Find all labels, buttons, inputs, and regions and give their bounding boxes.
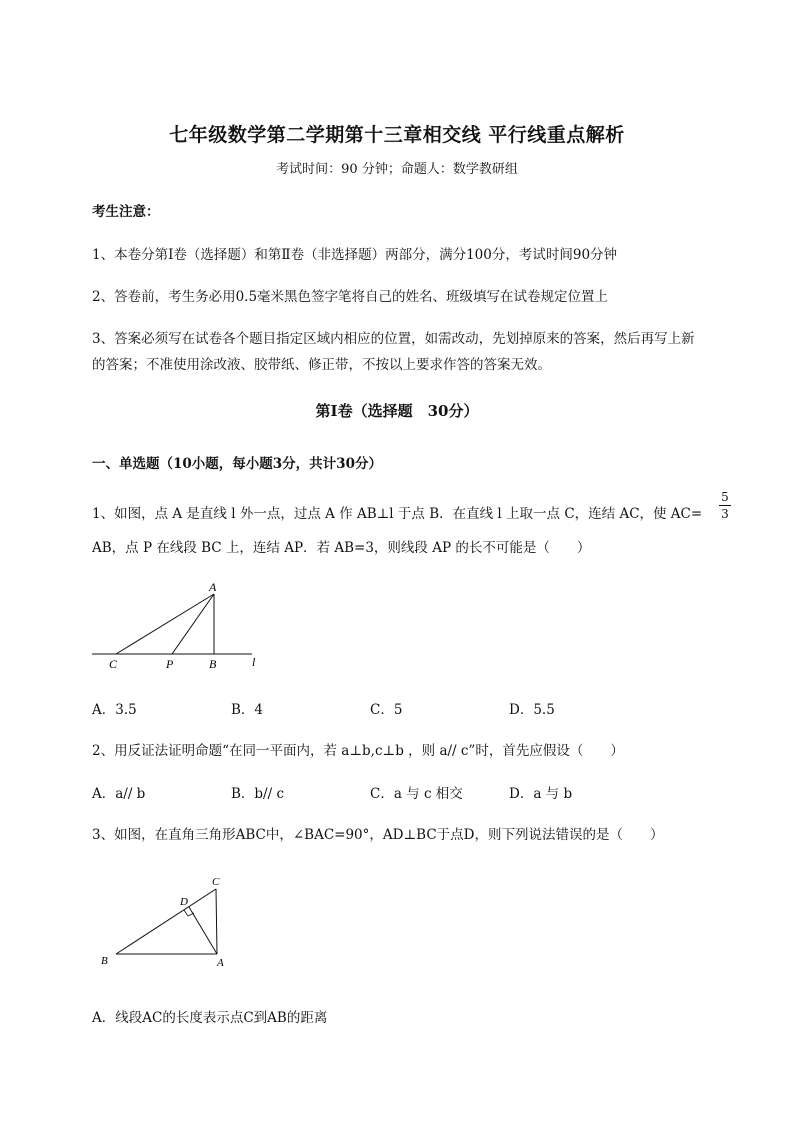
notice-item-1: 1、本卷分第I卷（选择题）和第Ⅱ卷（非选择题）两部分，满分100分，考试时间90分钟 bbox=[92, 247, 618, 263]
q3-figure bbox=[96, 872, 236, 972]
exam-info: 考试时间：90 分钟；命题人：数学教研组 bbox=[276, 162, 518, 177]
q2-text: 2、用反证法证明命题“在同一平面内，若 a⊥b,c⊥b ，则 a// c”时，首先应假设（ ） bbox=[92, 743, 624, 759]
segment-bc bbox=[116, 889, 216, 954]
q2-option-c: C．a 与 c 相交 bbox=[370, 786, 463, 802]
q1-option-d: D．5.5 bbox=[509, 702, 555, 718]
label-a: A bbox=[217, 957, 224, 969]
page-title: 七年级数学第二学期第十三章相交线 平行线重点解析 bbox=[169, 124, 625, 146]
label-b: B bbox=[101, 955, 108, 967]
segment-ad bbox=[189, 907, 217, 954]
q2-option-d: D．a 与 b bbox=[509, 786, 573, 802]
section-title: 第I卷（选择题 30分） bbox=[315, 402, 479, 420]
label-p: P bbox=[166, 657, 174, 671]
q1-frac-bar bbox=[719, 505, 731, 506]
q1-figure bbox=[90, 578, 270, 674]
segment-ac bbox=[116, 594, 214, 654]
label-d: D bbox=[180, 896, 188, 908]
label-b: B bbox=[209, 657, 217, 671]
q1-frac-numerator: 5 bbox=[721, 490, 729, 504]
label-a: A bbox=[209, 580, 217, 594]
q1-fraction bbox=[719, 490, 731, 521]
q1-line2: AB，点 P 在线段 BC 上，连结 AP．若 AB=3，则线段 AP 的长不可能是（ ） bbox=[92, 540, 591, 556]
segment-ap bbox=[172, 594, 214, 654]
part-title: 一、单选题（10小题，每小题3分，共计30分） bbox=[92, 456, 382, 472]
q3-text: 3、如图，在直角三角形ABC中，∠BAC=90°，AD⊥BC于点D，则下列说法错误的是（ ） bbox=[92, 827, 664, 843]
notice-item-3: 3、答案必须写在试卷各个题目指定区域内相应的位置，如需改动，先划掉原来的答案，然后再写上新 bbox=[92, 331, 695, 347]
label-c: C bbox=[212, 876, 220, 888]
label-c: C bbox=[109, 657, 118, 671]
q3-option-a: A．线段AC的长度表示点C到AB的距离 bbox=[92, 1010, 328, 1026]
q1-option-b: B．4 bbox=[231, 702, 264, 718]
q2-option-a: A．a// b bbox=[92, 786, 146, 802]
label-l: l bbox=[252, 655, 256, 669]
q1-option-c: C．5 bbox=[370, 702, 403, 718]
q1-line1: 1、如图，点 A 是直线 l 外一点，过点 A 作 AB⊥l 于点 B．在直线 l 上取一点 C，连结 AC，使 AC= bbox=[92, 506, 703, 522]
notice-item-2: 2、答卷前，考生务必用0.5毫米黑色签字笔将自己的姓名、班级填写在试卷规定位置上 bbox=[92, 289, 609, 305]
notice-item-3-cont: 的答案；不准使用涂改液、胶带纸、修正带，不按以上要求作答的答案无效。 bbox=[92, 357, 551, 373]
q2-option-b: B．b// c bbox=[231, 786, 285, 802]
q1-frac-denominator: 3 bbox=[721, 507, 729, 521]
segment-ca bbox=[216, 889, 217, 954]
notice-heading: 考生注意： bbox=[92, 204, 160, 220]
q1-option-a: A．3.5 bbox=[92, 702, 137, 718]
